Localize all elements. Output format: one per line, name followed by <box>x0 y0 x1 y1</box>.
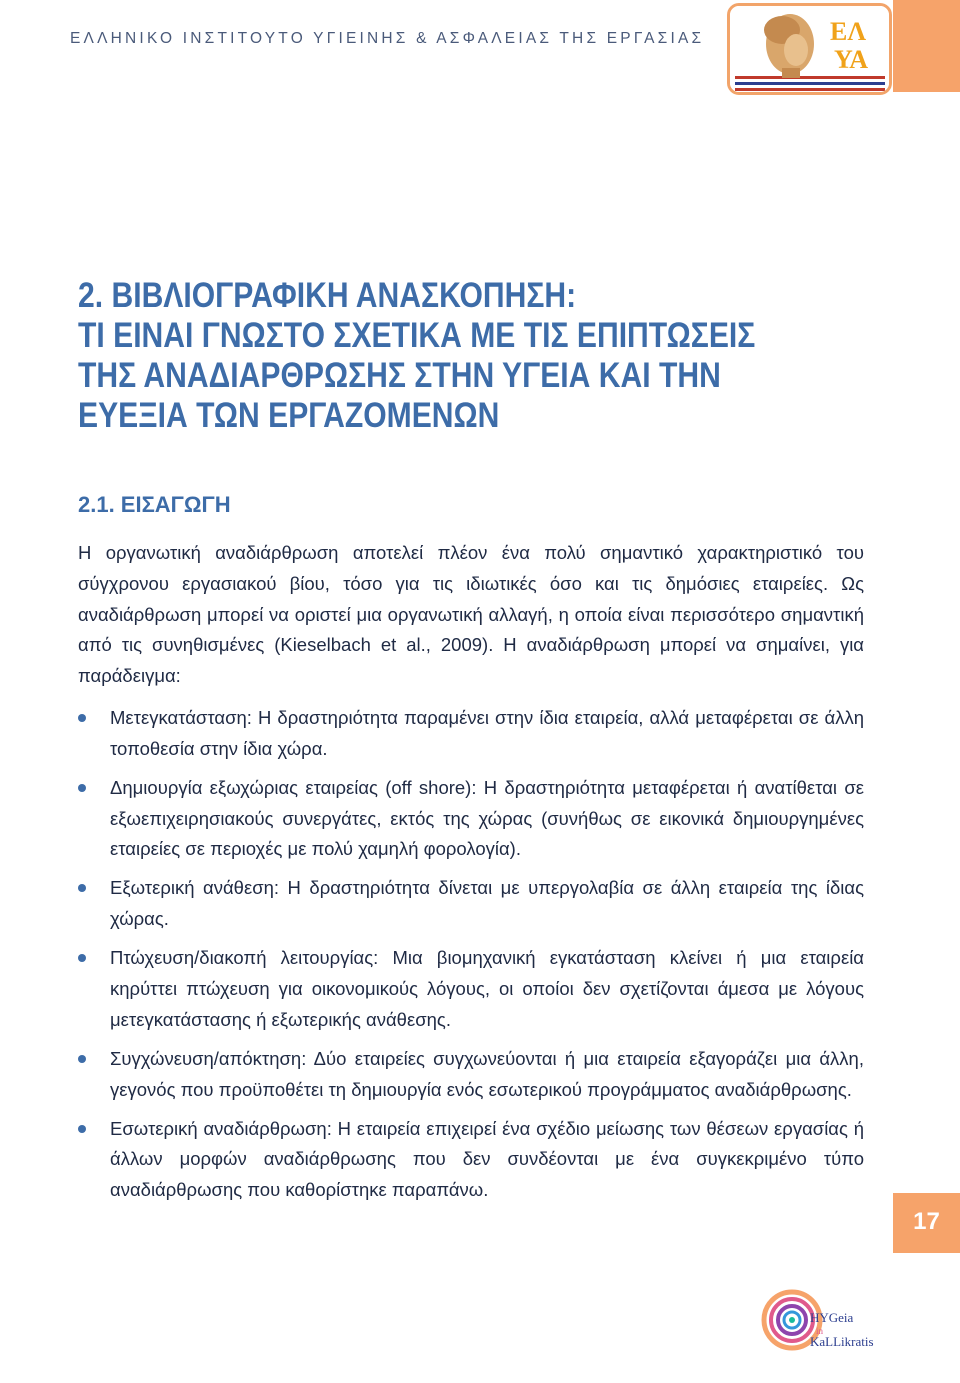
list-item-text: Εσωτερική αναδιάρθρωση: Η εταιρεία επιχειρεί ένα σχέδιο μείωσης των θέσεων εργασίας ή άλλων μορφών αναδιάρθρωσης που δεν συνδέονται με ένα συγκεκριμένο τύπο αναδιάρθρωσης που καθορίστηκε παραπάνω. <box>110 1117 864 1201</box>
logo-line-1: HYGeia <box>810 1310 854 1325</box>
bullet-icon <box>78 954 86 962</box>
section-title: 2.1. ΕΙΣΑΓΩΓΗ <box>78 492 231 517</box>
chapter-title-line: ΕΥΕΞΙΑ ΤΩΝ ΕΡΓΑΖΟΜΕΝΩΝ <box>78 396 500 435</box>
hygeia-logo <box>760 1268 890 1368</box>
bullet-icon <box>78 714 86 722</box>
institute-name: ΕΛΛΗΝΙΚΟ ΙΝΣΤΙΤΟΥΤΟ ΥΓΙΕΙΝΗΣ & ΑΣΦΑΛΕΙΑΣ ΤΗΣ ΕΡΓΑΣΙΑΣ <box>70 30 705 47</box>
bullet-icon <box>78 784 86 792</box>
bullet-icon <box>78 1055 86 1063</box>
bullet-icon <box>78 1125 86 1133</box>
logo-letters: ΕΛ <box>830 17 866 46</box>
chapter-title-line: ΤΙ ΕΙΝΑΙ ΓΝΩΣΤΟ ΣΧΕΤΙΚΑ ΜΕ ΤΙΣ ΕΠΙΠΤΩΣΕΙΣ <box>78 316 756 355</box>
rail-white-segment <box>893 92 960 1237</box>
swirl-logo-icon <box>760 1268 890 1368</box>
logo-line-2: in <box>816 1326 824 1336</box>
page-number: 17 <box>913 1208 940 1235</box>
list-item <box>78 703 864 765</box>
list-item-text: Συγχώνευση/απόκτηση: Δύο εταιρείες συγχωνεύονται ή μια εταιρεία εξαγοράζει μια άλλη, γεγονός που προϋποθέτει τη δημιουργία ενός εσωτερικού προγράμματος αναδιάρθρωσης. <box>110 1047 864 1100</box>
intro-paragraph: Η οργανωτική αναδιάρθρωση αποτελεί πλέον ένα πολύ σημαντικό χαρακτηριστικό του σύγχρονου εργασιακού βίου, τόσο για τις ιδιωτικές όσο και τις δημόσιες εταιρείες. Ως αναδιάρθρωση μπορεί να οριστεί μια οργανωτική αλλαγή, η οποία είναι περισσότερο σημαντική από τις συνηθισμένες (Kieselbach et al., 2009). Η αναδιάρθρωση μπορεί να σημαίνει, για παράδειγμα: <box>78 542 864 687</box>
list-item-text: Δημιουργία εξωχώριας εταιρείας (off shore): Η δραστηριότητα μεταφέρεται ή ανατίθεται σε εξωεπιχειρησιακούς συνεργάτες, εκτός της χώρας (συνήθως σε εικονικά δημιουργημένες εταιρείες σε περιοχές με πολύ χαμηλή φορολογία). <box>110 776 864 860</box>
statue-logo-icon <box>730 6 889 92</box>
list-item-text: Μετεγκατάσταση: Η δραστηριότητα παραμένει στην ίδια εταιρεία, αλλά μεταφέρεται σε άλλη τοποθεσία στην ίδια χώρα. <box>110 707 864 759</box>
rail-bottom-segment <box>893 1253 960 1383</box>
list-item <box>78 873 864 935</box>
list-item <box>78 773 864 865</box>
chapter-title-line: ΤΗΣ ΑΝΑΔΙΑΡΘΡΩΣΗΣ ΣΤΗΝ ΥΓΕΙΑ ΚΑΙ ΤΗΝ <box>78 356 721 395</box>
chapter-title <box>78 276 766 436</box>
list-item-text: Εξωτερική ανάθεση: Η δραστηριότητα δίνεται με υπεργολαβία σε άλλη εταιρεία της ίδιας χώρας. <box>110 877 864 930</box>
restructuring-types-list <box>78 703 864 1214</box>
svg-text:ΥΑ: ΥΑ <box>834 45 869 74</box>
logo-line-3: KaLLikratis <box>810 1334 874 1349</box>
chapter-title-line: 2. ΒΙΒΛΙΟΓΡΑΦΙΚΗ ΑΝΑΣΚΟΠΗΣΗ: <box>78 276 577 315</box>
list-item <box>78 1044 864 1106</box>
list-item <box>78 943 864 1035</box>
bullet-icon <box>78 884 86 892</box>
list-item-text: Πτώχευση/διακοπή λειτουργίας: Μια βιομηχανική εγκατάσταση κλείνει ή μια εταιρεία κηρύττει πτώχευση για οικονομικούς λόγους, οι οποίοι δεν σχετίζονται άμεσα με λόγους μετεγκατάστασης ή εξωτερικής ανάθεσης. <box>110 947 864 1030</box>
list-item <box>78 1114 864 1206</box>
institute-logo <box>727 3 892 95</box>
intro-paragraph-block <box>78 538 864 692</box>
